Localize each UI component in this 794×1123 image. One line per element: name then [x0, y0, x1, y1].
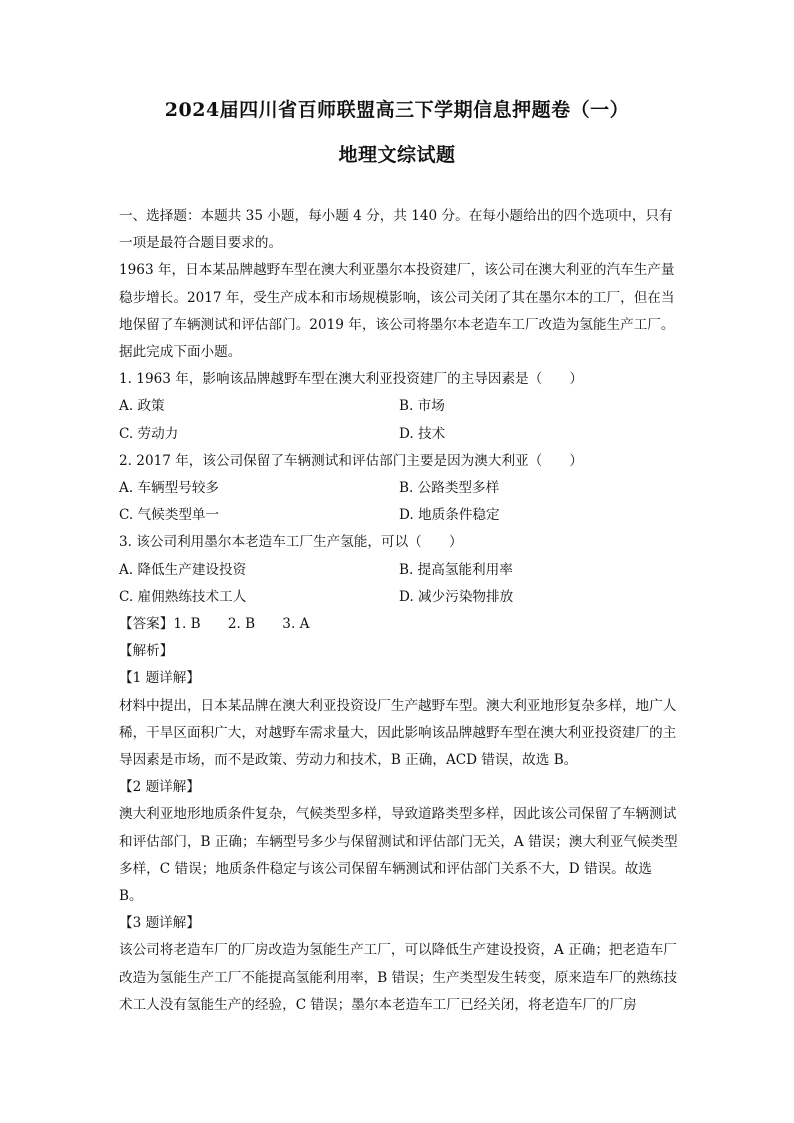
section-instructions: 一、选择题：本题共 35 小题，每小题 4 分，共 140 分。在每小题给出的四个选项中，只有一项是最符合题目要求的。	[119, 208, 673, 252]
option: B. 公路类型多样	[399, 480, 500, 497]
document-subtitle: 地理文综试题	[338, 144, 456, 166]
option: C. 气候类型单一	[119, 507, 220, 524]
option: A. 政策	[119, 398, 165, 415]
document-body	[119, 203, 679, 1019]
detail-text: 该公司将老造车厂的厂房改造为氢能生产工厂，可以降低生产建设投资，A 正确；把老造车厂改造为氢能生产工厂不能提高氢能利用率，B 错误；生产类型发生转变，原来造车厂的熟练技术工人没有氢能生产的经验，C 错误；墨尔本老造车工厂已经关闭，将老造车厂的厂房	[119, 942, 678, 1013]
option: C. 劳动力	[119, 425, 179, 442]
analysis-label: 【解析】	[119, 643, 174, 660]
option: D. 技术	[399, 425, 446, 442]
option: B. 市场	[399, 398, 445, 415]
question-stem: 1. 1963 年，影响该品牌越野车型在澳大利亚投资建厂的主导因素是（ ）	[119, 371, 584, 388]
detail-label: 【3 题详解】	[119, 915, 200, 932]
options-row	[119, 393, 679, 420]
options-row	[119, 557, 679, 584]
options-row	[119, 475, 679, 502]
document-title: 2024届四川省百师联盟高三下学期信息押题卷（一）	[164, 99, 630, 121]
question-material: 1963 年，日本某品牌越野车型在澳大利亚墨尔本投资建厂，该公司在澳大利亚的汽车生产量稳步增长。2017 年，受生产成本和市场规模影响，该公司关闭了其在墨尔本的工厂，但在当地保留了车辆测试和评估部门。2019 年，该公司将墨尔本老造车工厂改造为氢能生产工厂。据此完成下面小题。	[119, 262, 675, 361]
option: A. 车辆型号较多	[119, 480, 220, 497]
question-stem: 3. 该公司利用墨尔本老造车工厂生产氢能，可以（ ）	[119, 534, 463, 551]
options-row	[119, 421, 679, 448]
option: A. 降低生产建设投资	[119, 561, 247, 578]
option: C. 雇佣熟练技术工人	[119, 588, 247, 605]
question-stem: 2. 2017 年，该公司保留了车辆测试和评估部门主要是因为澳大利亚（ ）	[119, 452, 584, 469]
options-row	[119, 502, 679, 529]
answer-line: 【答案】1. B 2. B 3. A	[119, 616, 310, 633]
detail-text: 材料中提出，日本某品牌在澳大利亚投资设厂生产越野车型。澳大利亚地形复杂多样，地广人稀，干旱区面积广大，对越野车需求量大，因此影响该品牌越野车型在澳大利亚投资建厂的主导因素是市场，而不是政策、劳动力和技术，B 正确，ACD 错误，故选 B。	[119, 697, 677, 769]
detail-label: 【2 题详解】	[119, 779, 200, 796]
detail-label: 【1 题详解】	[119, 670, 200, 687]
option: B. 提高氢能利用率	[399, 561, 513, 578]
option: D. 减少污染物排放	[399, 588, 514, 605]
detail-text: 澳大利亚地形地质条件复杂，气候类型多样，导致道路类型多样，因此该公司保留了车辆测试和评估部门，B 正确；车辆型号多少与保留测试和评估部门无关，A 错误；澳大利亚气候类型多样，C 错误；地质条件稳定与该公司保留车辆测试和评估部门关系不大，D 错误。故选 B。	[119, 806, 678, 905]
options-row	[119, 584, 679, 611]
option: D. 地质条件稳定	[399, 507, 500, 524]
